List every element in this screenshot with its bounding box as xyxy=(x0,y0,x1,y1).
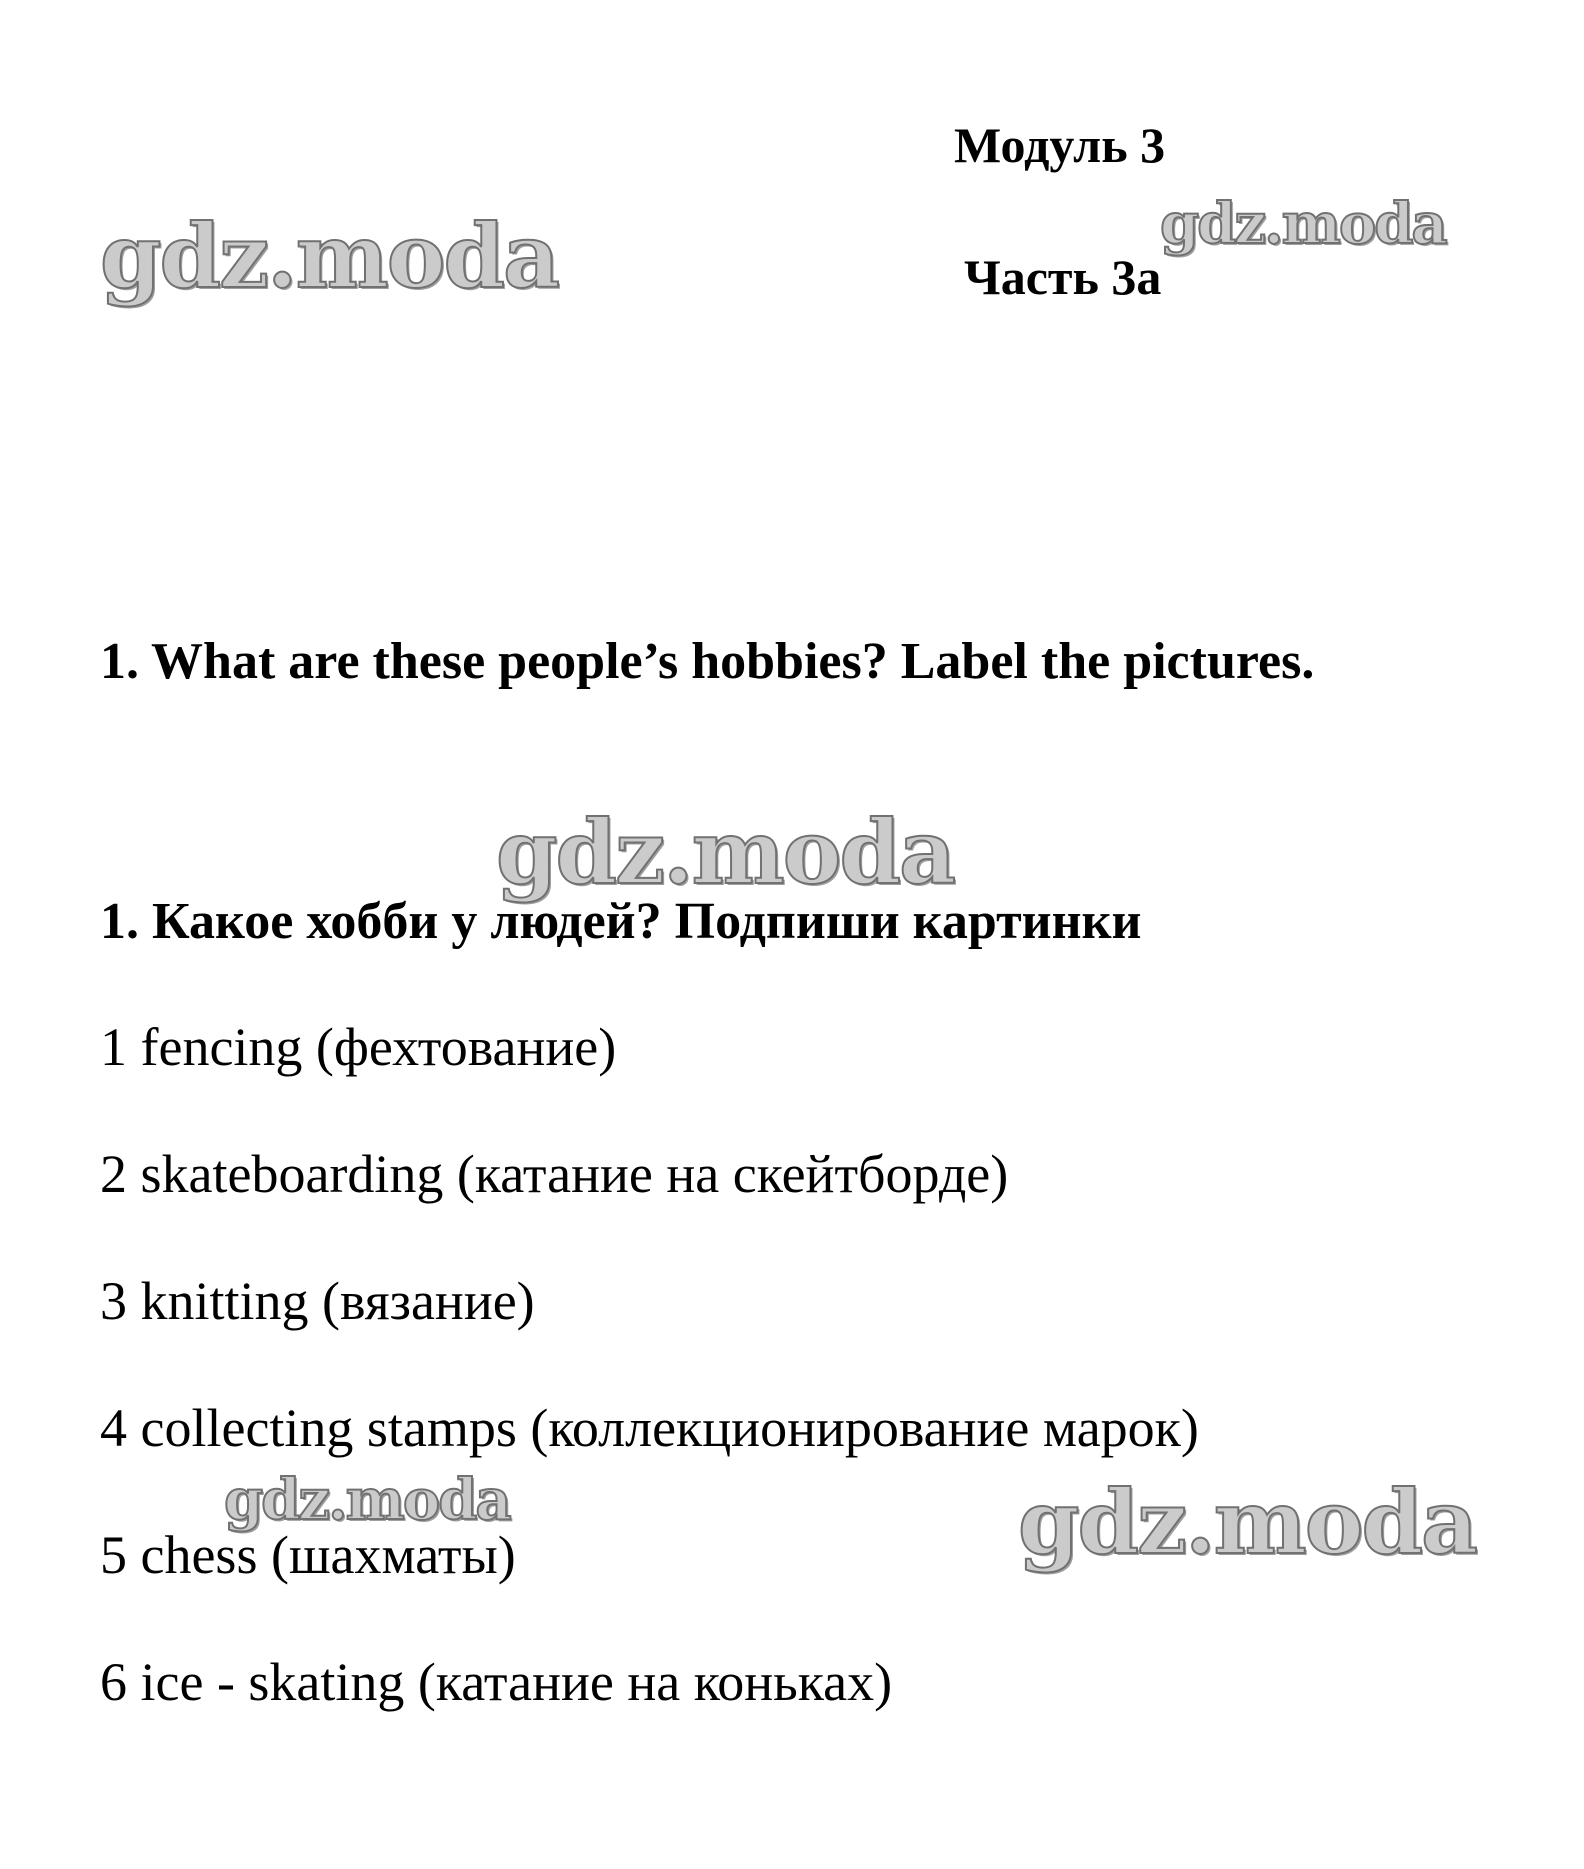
watermark-logo: gdz.moda xyxy=(1018,1470,1477,1574)
task-heading-russian: 1. Какое хобби у людей? Подпиши картинки xyxy=(100,893,1142,950)
watermark-logo: gdz.moda xyxy=(224,1467,510,1533)
part-title: Часть 3a xyxy=(964,249,1162,305)
watermark-logo: gdz.moda xyxy=(100,204,559,308)
answer-item-2: 2 skateboarding (катание на скейтборде) xyxy=(100,1144,1009,1204)
watermark-logo: gdz.moda xyxy=(496,800,955,904)
answer-list xyxy=(100,1017,1199,1782)
answer-item-1: 1 fencing (фехтование) xyxy=(100,1017,617,1077)
task-heading-english: 1. What are these people’s hobbies? Label the pictures. xyxy=(100,633,1315,690)
answer-item-5: 5 chess (шахматы) xyxy=(100,1525,516,1585)
watermark-logo: gdz.moda xyxy=(1160,191,1446,257)
answer-item-6: 6 ice - skating (катание на коньках) xyxy=(100,1652,893,1712)
module-title: Модуль 3 xyxy=(954,117,1166,173)
answer-item-3: 3 knitting (вязание) xyxy=(100,1271,535,1331)
answer-item-4: 4 collecting stamps (коллекционирование марок) xyxy=(100,1398,1199,1458)
